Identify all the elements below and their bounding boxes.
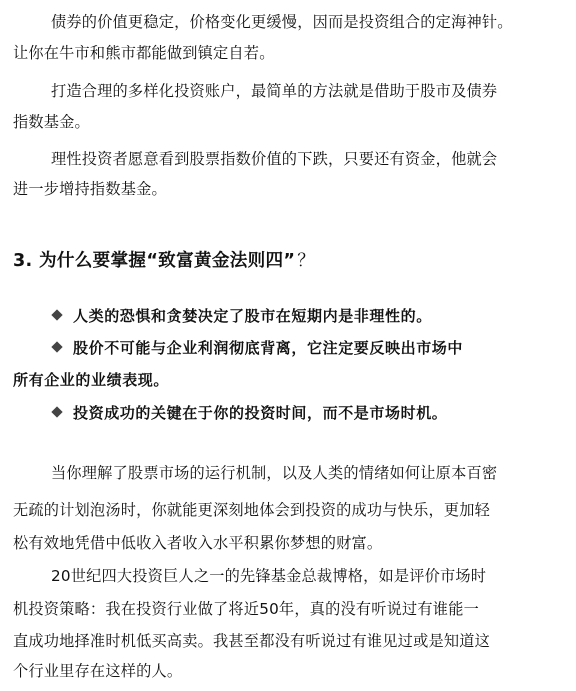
bullet-item-1 [51, 305, 432, 327]
paragraph-1-line-1: 债券的价值更稳定，价格变化更缓慢，因而是投资组合的定海神针。 [51, 13, 513, 31]
diamond-bullet-icon [51, 406, 62, 417]
diamond-bullet-icon [51, 341, 62, 352]
paragraph-5-line-3: 直成功地择准时机低买高卖。我甚至都没有听说过有谁见过或是知道这 [13, 632, 491, 650]
diamond-bullet-icon [51, 309, 62, 320]
paragraph-3-line-1: 理性投资者愿意看到股票指数价值的下跌，只要还有资金，他就会 [51, 150, 498, 168]
paragraph-2-line-2: 指数基金。 [13, 113, 90, 131]
bullet-item-3-text: 投资成功的关键在于你的投资时间，而不是市场时机。 [73, 404, 448, 422]
paragraph-5-line-1: 20世纪四大投资巨人之一的先锋基金总裁博格，如是评价市场时 [51, 567, 487, 585]
bullet-item-2-text-line-1: 股价不可能与企业利润彻底背离，它注定要反映出市场中 [73, 339, 464, 357]
paragraph-3-line-2: 进一步增持指数基金。 [13, 180, 167, 198]
bullet-item-2 [51, 337, 463, 359]
paragraph-1-line-2: 让你在牛市和熊市都能做到镇定自若。 [13, 44, 275, 62]
section-heading-question-mark: ？ [297, 251, 316, 271]
bullet-item-3 [51, 402, 447, 424]
paragraph-2-line-1: 打造合理的多样化投资账户，最简单的方法就是借助于股市及债券 [51, 82, 498, 100]
paragraph-4-line-1: 当你理解了股票市场的运行机制，以及人类的情绪如何让原本百密 [51, 464, 498, 482]
bullet-item-2-continuation: 所有企业的业绩表现。 [13, 371, 170, 389]
bullet-item-1-text: 人类的恐惧和贪婪决定了股市在短期内是非理性的。 [73, 307, 432, 325]
paragraph-5-line-2: 机投资策略：我在投资行业做了将近50年，真的没有听说过有谁能一 [13, 600, 479, 618]
paragraph-4-line-3: 松有效地凭借中低收入者收入水平积累你梦想的财富。 [13, 534, 383, 552]
section-heading-text: 3. 为什么要掌握“致富黄金法则四” [13, 251, 296, 271]
paragraph-4-line-2: 无疏的计划泡汤时，你就能更深刻地体会到投资的成功与快乐，更加轻 [13, 501, 491, 519]
paragraph-5-line-4: 个行业里存在这样的人。 [13, 662, 183, 680]
section-heading [13, 248, 315, 274]
